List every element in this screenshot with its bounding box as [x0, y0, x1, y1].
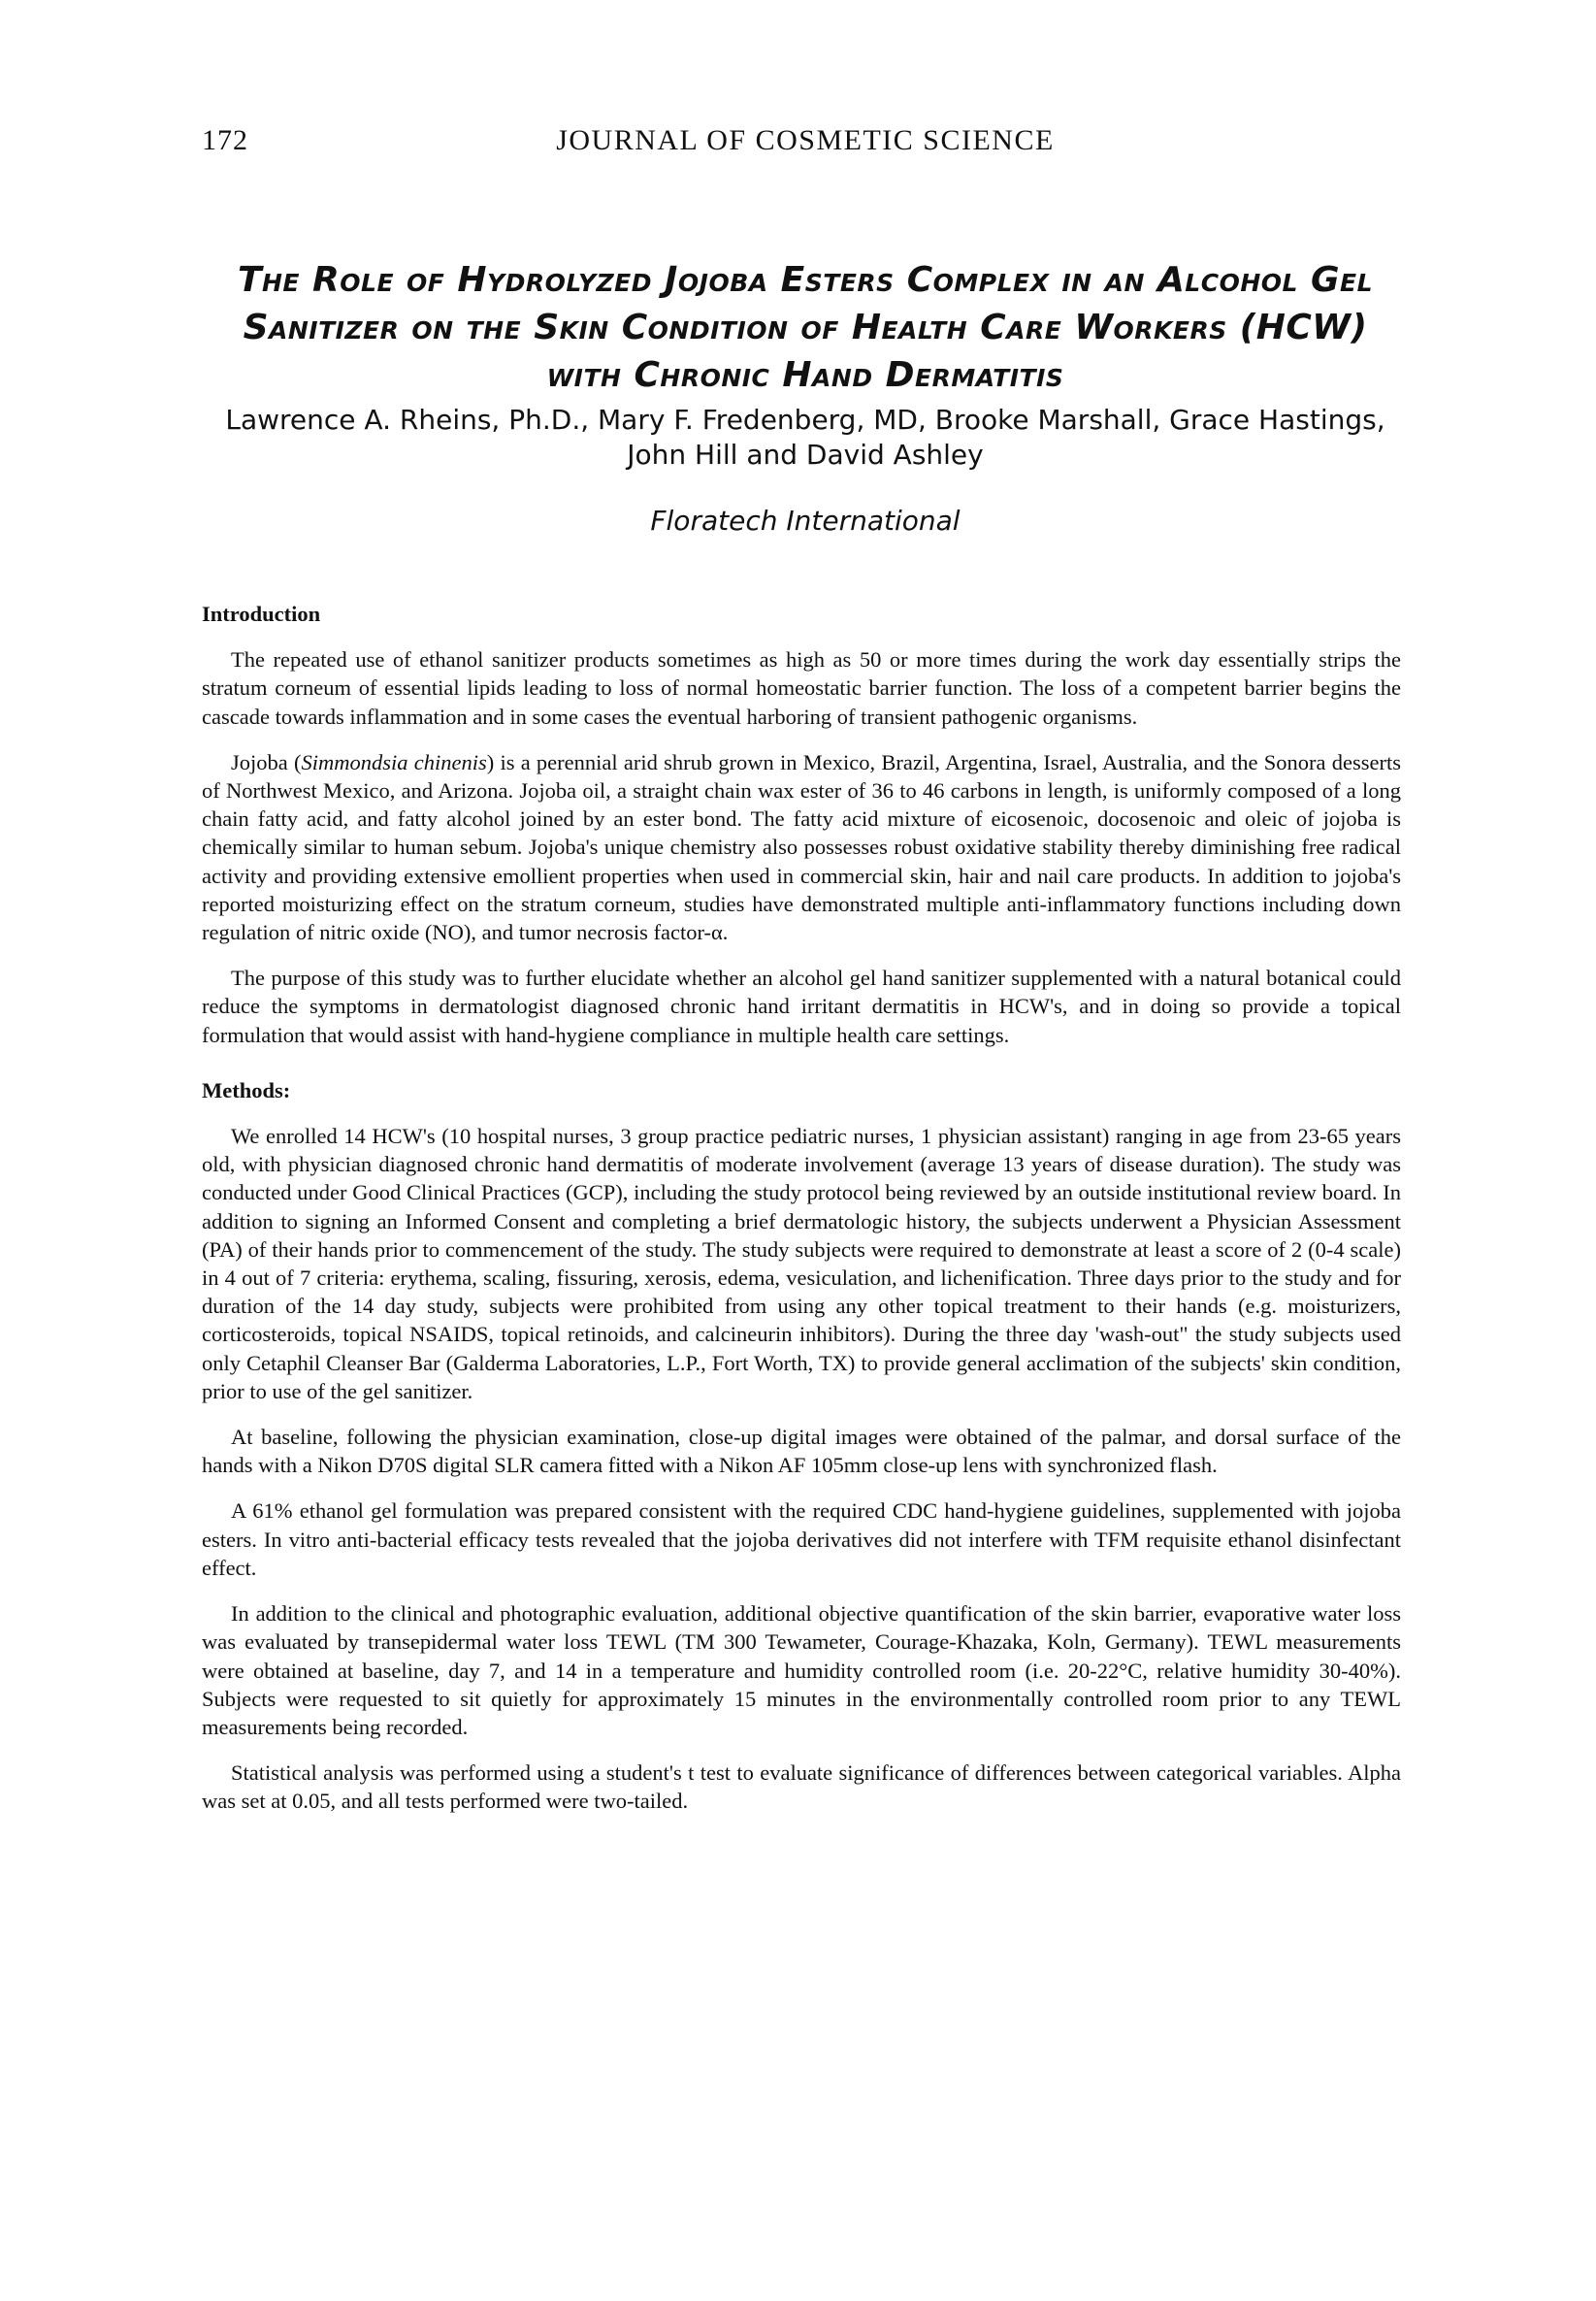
intro-paragraph-2-start: Jojoba ( [231, 749, 302, 774]
methods-section [202, 1076, 1401, 1816]
section-heading-introduction: Introduction [202, 602, 321, 626]
section-heading-methods: Methods: [202, 1077, 291, 1102]
intro-paragraph-1: The repeated use of ethanol sanitizer products sometimes as high as 50 or more times during the work day essentially strips the stratum corneum of essential lipids leading to loss of normal homeostatic barrier function. The loss of a competent barrier begins the cascade towards inflammation and in some cases the eventual harboring of transient pathogenic organisms. [202, 647, 1401, 729]
article-body [202, 600, 1401, 1833]
introduction-section [202, 600, 1401, 1049]
methods-paragraph-1: We enrolled 14 HCW's (10 hospital nurses, 3 group practice pediatric nurses, 1 physician assistant) ranging in age from 23-65 years old, with physician diagnosed chronic hand dermatitis of moderate involvement (average 13 years of disease duration). The study was conducted under Good Clinical Practices (GCP), including the study protocol being reviewed by an outside institutional review board. In addition to signing an Informed Consent and completing a brief dermatologic history, the subjects underwent a Physician Assessment (PA) of their hands prior to commencement of the study. The study subjects were required to demonstrate at least a score of 2 (0-4 scale) in 4 out of 7 criteria: erythema, scaling, fissuring, xerosis, edema, vesiculation, and lichenification. Three days prior to the study and for duration of the 14 day study, subjects were prohibited from using any other topical treatment to their hands (e.g. moisturizers, corticosteroids, topical NSAIDS, topical retinoids, and calcineurin inhibitors). During the three day 'wash-out" the study subjects used only Cetaphil Cleanser Bar (Galderma Laboratories, L.P., Fort Worth, TX) to provide general acclimation of the subjects' skin condition, prior to use of the gel sanitizer. [202, 1124, 1401, 1403]
methods-paragraph-3: A 61% ethanol gel formulation was prepared consistent with the required CDC hand-hygiene guidelines, supplemented with jojoba esters. In vitro anti-bacterial efficacy tests revealed that the jojoba derivatives did not interfere with TFM requisite ethanol disinfectant effect. [202, 1498, 1401, 1580]
intro-paragraph-3: The purpose of this study was to further elucidate whether an alcohol gel hand sanitizer supplemented with a natural botanical could reduce the symptoms in dermatologist diagnosed chronic hand irritant dermatitis in HCW's, and in doing so provide a topical formulation that would assist with hand-hygiene compliance in multiple health care settings. [202, 966, 1401, 1047]
authors-line-1: Lawrence A. Rheins, Ph.D., Mary F. Fredenberg, MD, Brooke Marshall, Grace Hastings, [225, 404, 1385, 436]
methods-paragraph-4: In addition to the clinical and photographic evaluation, additional objective quantification of the skin barrier, evaporative water loss was evaluated by transepidermal water loss TEWL (TM 300 Tewameter, Courage-Khazaka, Koln, Germany). TEWL measurements were obtained at baseline, day 7, and 14 in a temperature and humidity controlled room (i.e. 20-22°C, relative humidity 30-40%). Subjects were requested to sit quietly for approximately 15 minutes in the environmentally controlled room prior to any TEWL measurements being recorded. [202, 1601, 1401, 1739]
intro-paragraph-2 [202, 748, 1401, 946]
journal-name: JOURNAL OF COSMETIC SCIENCE [556, 124, 1055, 156]
page-number: 172 [202, 124, 248, 156]
intro-paragraph-2-rest: ) is a perennial arid shrub grown in Mexico, Brazil, Argentina, Israel, Australia, and the Sonora desserts of Northwest Mexico, and Arizona. Jojoba oil, a straight chain wax ester of 36 to 46 carbons in length, is uniformly composed of a long chain fatty acid, and fatty alcohol joined by an ester bond. The fatty acid mixture of eicosenoic, docosenoic and oleic of jojoba is chemically similar to human sebum. Jojoba's unique chemistry also possesses robust oxidative stability thereby diminishing free radical activity and providing extensive emollient properties when used in commercial skin, hair and nail care products. In addition to jojoba's reported moisturizing effect on the stratum corneum, studies have demonstrated multiple anti-inflammatory functions including down regulation of nitric oxide (NO), and tumor necrosis factor-α. [202, 749, 1401, 945]
article-title: The Role of Hydrolyzed Jojoba Esters Complex in an Alcohol Gel Sanitizer on the Skin Condition of Health Care Workers (HCW) with Chronic Hand Dermatitis [237, 260, 1374, 396]
species-name: Simmondsia chinenis [301, 749, 487, 774]
methods-paragraph-5: Statistical analysis was performed using a student's t test to evaluate significance of differences between categorical variables. Alpha was set at 0.05, and all tests performed were two-tailed. [202, 1760, 1401, 1814]
methods-paragraph-2: At baseline, following the physician examination, close-up digital images were obtained of the palmar, and dorsal surface of the hands with a Nikon D70S digital SLR camera fitted with a Nikon AF 105mm close-up lens with synchronized flash. [202, 1425, 1401, 1478]
affiliation: Floratech International [650, 505, 961, 537]
authors-line-2: John Hill and David Ashley [627, 439, 984, 471]
running-head [202, 124, 1409, 163]
author-list [202, 403, 1409, 473]
